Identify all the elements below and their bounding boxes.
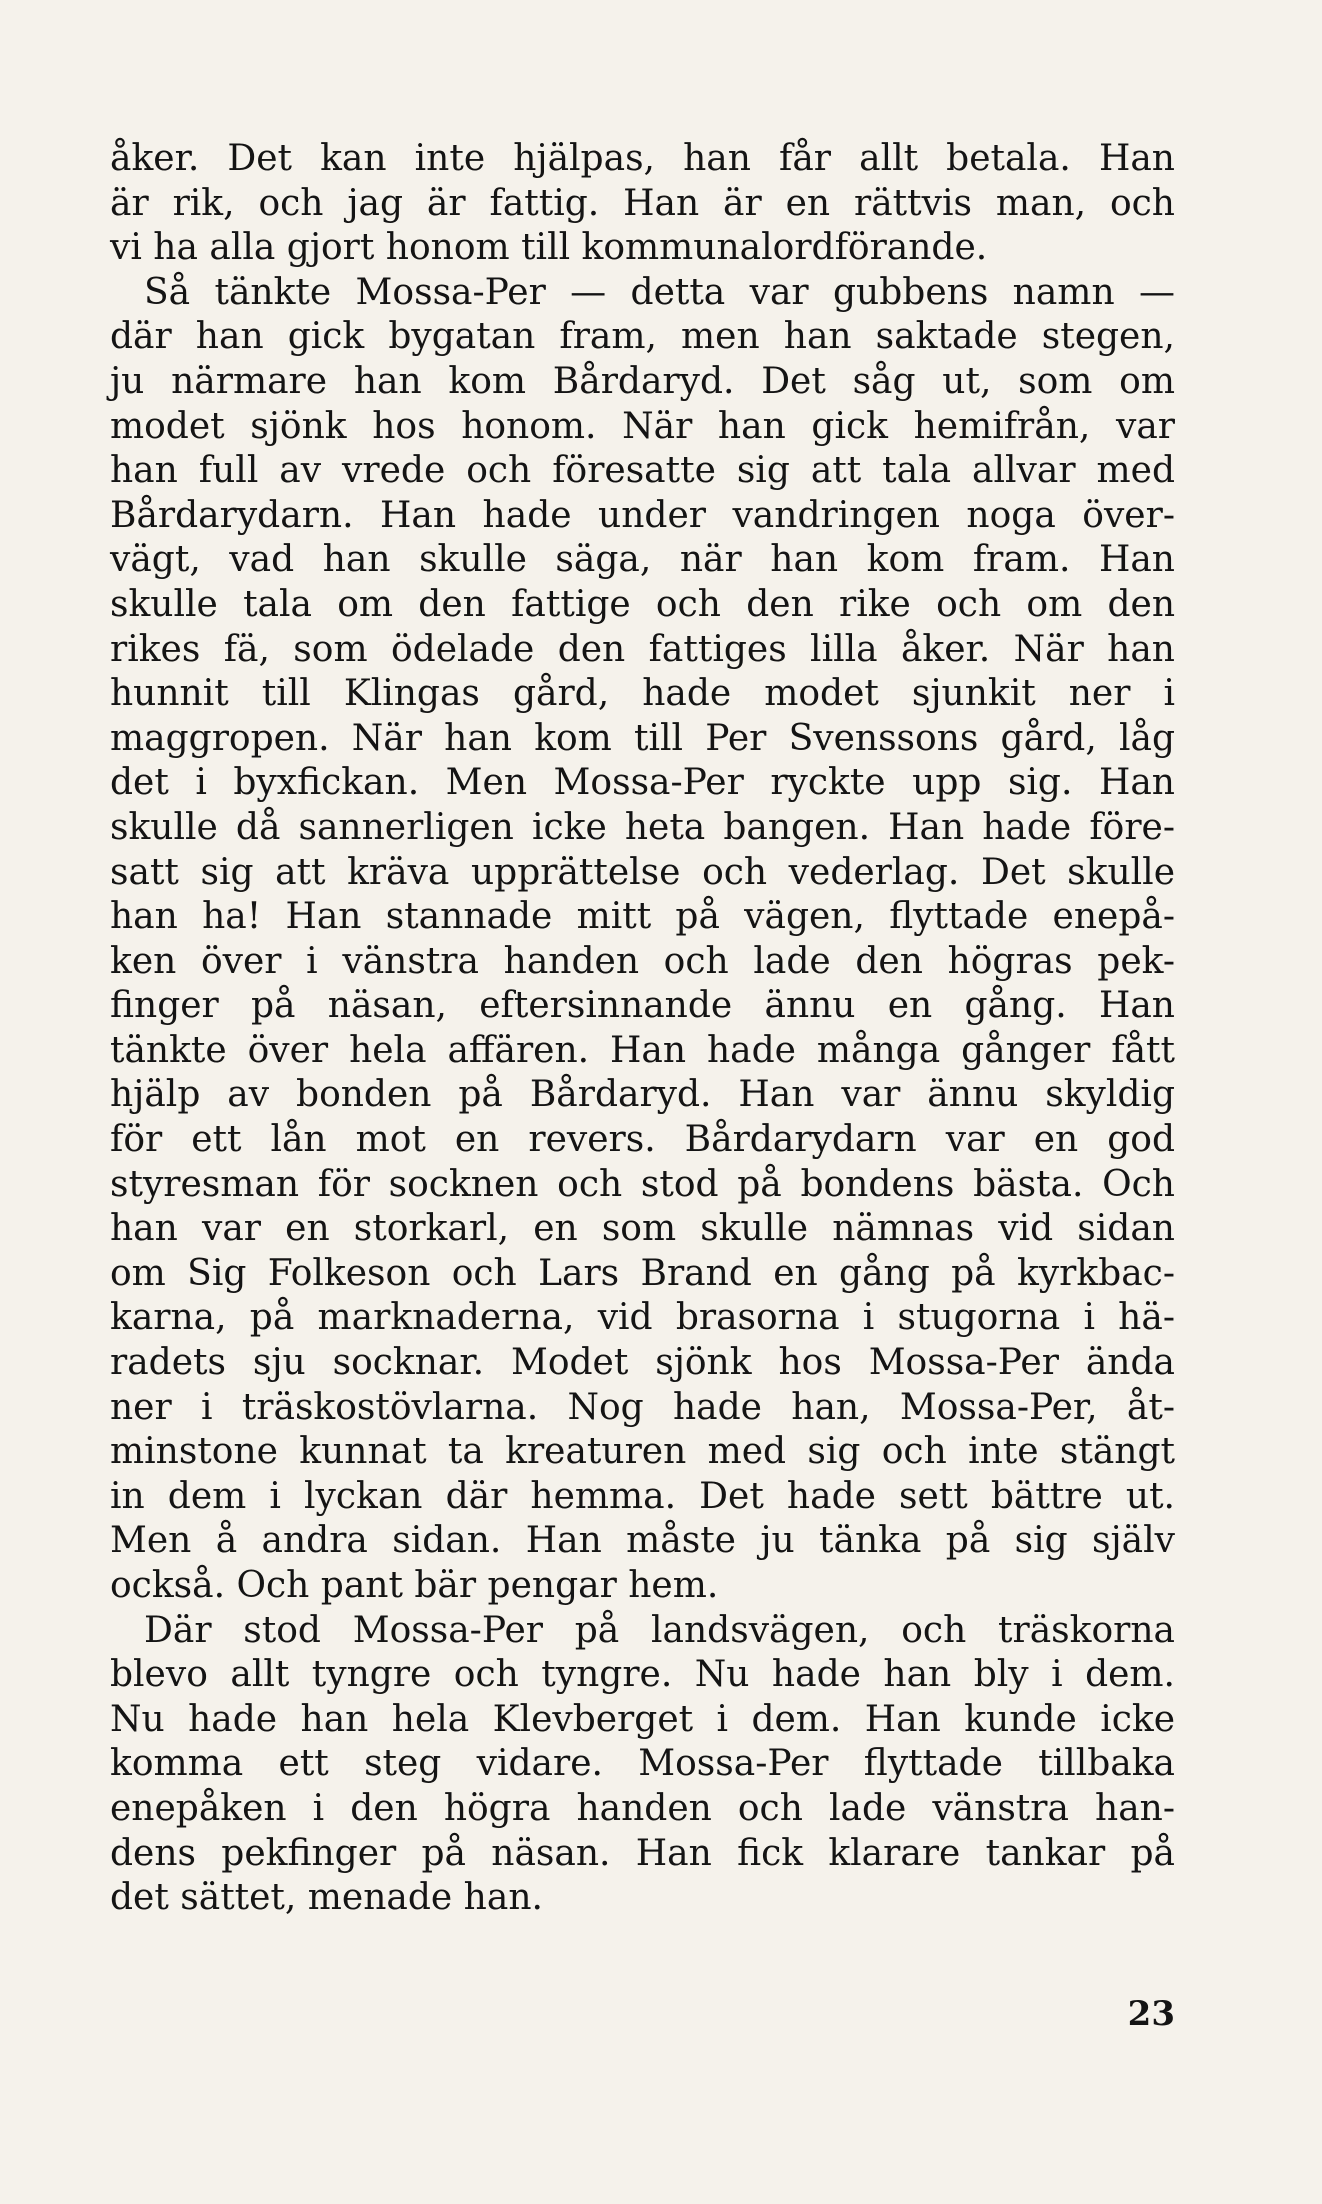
text-line: det sättet, menade han.: [110, 1877, 543, 1919]
text-line: blevo allt tyngre och tyngre. Nu hade han bly i dem.: [110, 1654, 1175, 1696]
text-line: för ett lån mot en revers. Bårdarydarn var en god: [110, 1119, 1175, 1161]
text-line: Så tänkte Mossa-Per — detta var gubbens namn —: [144, 271, 1175, 313]
body-text: [110, 137, 1175, 1921]
text-line: rikes fä, som ödelade den fattiges lilla åker. När han: [110, 628, 1175, 670]
text-line: han var en storkarl, en som skulle nämnas vid sidan: [110, 1208, 1175, 1250]
text-line: hunnit till Klingas gård, hade modet sjunkit ner i: [110, 673, 1175, 715]
text-line: in dem i lyckan där hemma. Det hade sett bättre ut.: [110, 1475, 1175, 1517]
text-line: Bårdarydarn. Han hade under vandringen noga över-: [110, 494, 1175, 536]
text-line: dens pekfinger på näsan. Han fick klarare tankar på: [110, 1832, 1175, 1874]
text-line: där han gick bygatan fram, men han saktade stegen,: [110, 316, 1175, 358]
text-line: karna, på marknaderna, vid brasorna i stugorna i hä-: [110, 1297, 1175, 1339]
page-number: 23: [1127, 1994, 1175, 2034]
text-line: modet sjönk hos honom. När han gick hemifrån, var: [110, 405, 1175, 447]
text-line: hjälp av bonden på Bårdaryd. Han var ännu skyldig: [110, 1074, 1175, 1116]
text-line: Nu hade han hela Klevberget i dem. Han kunde icke: [110, 1698, 1175, 1740]
text-line: skulle tala om den fattige och den rike och om den: [110, 583, 1175, 625]
text-line: Men å andra sidan. Han måste ju tänka på sig själv: [110, 1520, 1175, 1562]
text-line: komma ett steg vidare. Mossa-Per flyttade tillbaka: [110, 1743, 1175, 1785]
text-line: vi ha alla gjort honom till kommunalordförande.: [110, 227, 988, 269]
text-line: enepåken i den högra handen och lade vänstra han-: [110, 1787, 1175, 1829]
text-line: ju närmare han kom Bårdaryd. Det såg ut, som om: [110, 360, 1175, 402]
text-line: satt sig att kräva upprättelse och vederlag. Det skulle: [110, 851, 1175, 893]
text-line: också. Och pant bär pengar hem.: [110, 1565, 719, 1606]
text-line: maggropen. När han kom till Per Svenssons gård, låg: [110, 717, 1175, 759]
text-line: radets sju socknar. Modet sjönk hos Mossa-Per ända: [110, 1342, 1175, 1384]
text-line: styresman för socknen och stod på bondens bästa. Och: [110, 1163, 1175, 1205]
text-line: ken över i vänstra handen och lade den högras pek-: [110, 940, 1175, 982]
text-line: skulle då sannerligen icke heta bangen. Han hade före-: [110, 806, 1175, 848]
text-line: tänkte över hela affären. Han hade många gånger fått: [110, 1029, 1175, 1071]
text-line: han full av vrede och föresatte sig att tala allvar med: [110, 450, 1175, 492]
text-line: vägt, vad han skulle säga, när han kom fram. Han: [110, 539, 1175, 581]
text-line: finger på näsan, eftersinnande ännu en gång. Han: [110, 985, 1175, 1027]
text-line: om Sig Folkeson och Lars Brand en gång på kyrkbac-: [110, 1252, 1175, 1294]
text-line: ner i träskostövlarna. Nog hade han, Mossa-Per, åt-: [110, 1386, 1175, 1428]
text-line: minstone kunnat ta kreaturen med sig och inte stängt: [110, 1431, 1175, 1473]
text-line: det i byxfickan. Men Mossa-Per ryckte upp sig. Han: [110, 762, 1175, 804]
text-line: Där stod Mossa-Per på landsvägen, och träskorna: [144, 1609, 1175, 1651]
text-line: är rik, och jag är fattig. Han är en rättvis man, och: [110, 182, 1175, 224]
text-line: han ha! Han stannade mitt på vägen, flyttade enepå-: [110, 896, 1175, 938]
text-line: åker. Det kan inte hjälpas, han får allt betala. Han: [110, 138, 1175, 179]
